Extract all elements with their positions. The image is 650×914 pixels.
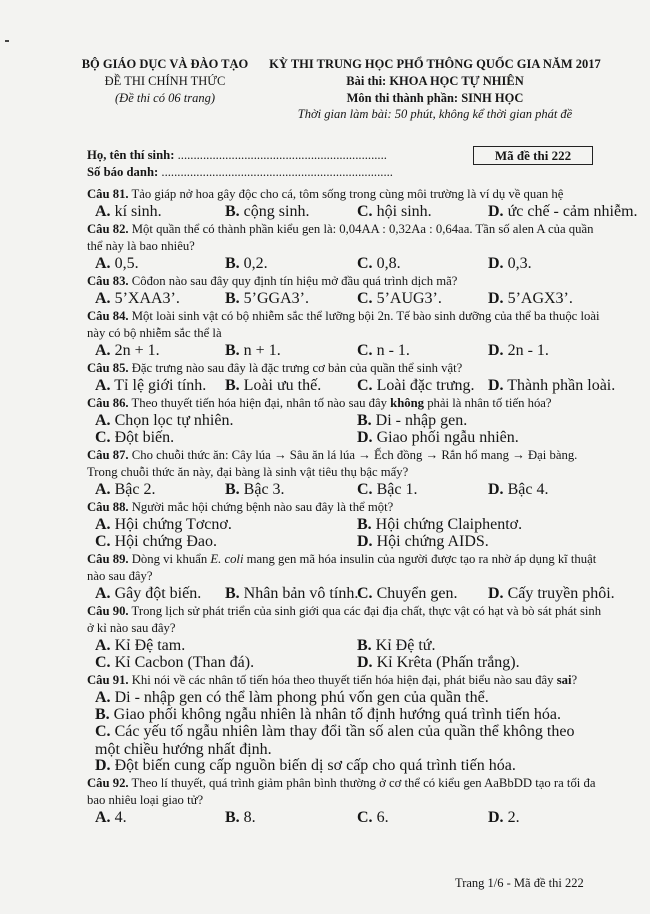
option-letter: B. [225, 585, 240, 602]
answer-option[interactable] [357, 533, 489, 551]
option-letter: B. [225, 203, 240, 220]
question-number: Câu 90. [87, 604, 129, 618]
option-letter: C. [357, 255, 373, 272]
option-letter: A. [95, 290, 111, 307]
answer-option[interactable] [357, 412, 467, 430]
option-text: 5’AUG3’. [372, 290, 442, 307]
option-text: Chuyển gen. [372, 585, 458, 602]
option-text: Bậc 1. [372, 481, 418, 498]
answer-option[interactable] [225, 481, 285, 499]
answer-option[interactable] [225, 377, 321, 395]
candidate-name-label: Họ, tên thí sinh: [87, 148, 175, 162]
candidate-name-dots: .................................................................. [177, 148, 387, 162]
candidate-id-dots: ......................................................................... [161, 165, 393, 179]
option-text: Các yếu tố ngẫu nhiên làm thay đổi tần số alen của quần thể không theo một chiều hướng nhất định. [95, 723, 575, 758]
option-letter: C. [357, 290, 373, 307]
answer-option[interactable] [488, 342, 549, 360]
pages-note: (Đề thi có 06 trang) [115, 91, 215, 105]
answer-option[interactable] [225, 290, 309, 308]
option-letter: C. [95, 654, 111, 671]
option-letter: A. [95, 637, 111, 654]
answer-option[interactable] [488, 809, 520, 827]
question-stem [87, 551, 602, 585]
option-text: 0,3. [503, 255, 532, 272]
question-number: Câu 84. [87, 309, 129, 323]
option-text: 5’AGX3’. [503, 290, 573, 307]
option-letter: C. [95, 533, 111, 550]
option-text: 2. [503, 809, 520, 826]
option-letter: C. [357, 342, 373, 359]
option-text: 5’XAA3’. [110, 290, 180, 307]
option-text: 0,2. [239, 255, 268, 272]
answer-option[interactable] [357, 654, 520, 672]
answer-option[interactable] [95, 203, 162, 221]
question-stem [87, 447, 602, 481]
question-number: Câu 85. [87, 361, 129, 375]
question-stem [87, 186, 602, 203]
option-letter: D. [357, 533, 373, 550]
option-text: Giao phối ngẫu nhiên. [372, 429, 519, 446]
component-line: Môn thi thành phần: SINH HỌC [346, 91, 524, 105]
answer-option[interactable] [357, 481, 417, 499]
answer-option[interactable] [357, 585, 457, 603]
question-number: Câu 83. [87, 274, 129, 288]
answer-option[interactable] [488, 377, 615, 395]
subject-line: Bài thi: KHOA HỌC TỰ NHIÊN [346, 74, 524, 88]
option-text: 0,5. [110, 255, 139, 272]
answer-option[interactable] [95, 723, 600, 759]
option-letter: D. [488, 342, 504, 359]
option-text: 2n - 1. [503, 342, 549, 359]
option-text: Kỉ Krêta (Phấn trắng). [372, 654, 520, 671]
option-text: Kỉ Đệ tứ. [371, 637, 436, 654]
answer-option[interactable] [357, 637, 435, 655]
option-letter: B. [225, 255, 240, 272]
option-letter: B. [225, 377, 240, 394]
option-letter: D. [488, 203, 504, 220]
option-letter: D. [488, 481, 504, 498]
option-letter: D. [488, 255, 504, 272]
option-letter: B. [225, 290, 240, 307]
answer-option[interactable] [225, 255, 268, 273]
option-letter: D. [488, 585, 504, 602]
question-text: Cho chuỗi thức ăn: Cây lúa → Sâu ăn lá lúa → Ếch đồng → Rắn hổ mang → Đại bàng. Trong chuỗi thức ăn này, đại bàng là sinh vật tiêu thụ bậc mấy? [87, 448, 578, 479]
option-text: n + 1. [239, 342, 281, 359]
answer-option[interactable] [95, 689, 600, 707]
answer-option[interactable] [357, 342, 410, 360]
answer-option[interactable] [225, 203, 309, 221]
answer-option[interactable] [357, 429, 519, 447]
question-number: Câu 87. [87, 448, 129, 462]
option-text: Chọn lọc tự nhiên. [110, 412, 234, 429]
option-text: 8. [239, 809, 256, 826]
question-text: Tảo giáp nở hoa gây độc cho cá, tôm sống trong cùng môi trường là ví dụ về quan hệ [128, 187, 564, 201]
option-letter: D. [357, 429, 373, 446]
option-letter: C. [95, 723, 111, 740]
answer-option[interactable] [95, 377, 206, 395]
question-stem [87, 672, 602, 689]
answer-option[interactable] [95, 757, 600, 775]
question-emphasis: sai [556, 673, 572, 687]
option-text: Bậc 4. [503, 481, 549, 498]
ministry-name: BỘ GIÁO DỤC VÀ ĐÀO TẠO [81, 57, 249, 71]
answer-option[interactable] [488, 290, 573, 308]
question-text: Trong lịch sử phát triển của sinh giới qua các đại địa chất, thực vật có hạt và bò sát phát sinh ở kỉ nào sau đây? [87, 604, 602, 635]
option-letter: B. [225, 342, 240, 359]
question-number: Câu 81. [87, 187, 129, 201]
question-text: Khi nói về các nhân tố tiến hóa theo thuyết tiến hóa hiện đại, phát biểu nào sau đây [128, 673, 557, 687]
scan-mark [5, 40, 9, 42]
question-number: Câu 91. [87, 673, 129, 687]
answer-option[interactable] [95, 654, 254, 672]
question-text: Theo thuyết tiến hóa hiện đại, nhân tố nào sau đây [128, 396, 391, 410]
option-text: 4. [110, 809, 127, 826]
question-number: Câu 86. [87, 396, 129, 410]
answer-option[interactable] [95, 255, 139, 273]
page-footer: Trang 1/6 - Mã đề thi 222 [455, 876, 584, 890]
option-text: Giao phối không ngẫu nhiên là nhân tố định hướng quá trình tiến hóa. [109, 706, 561, 723]
question-stem [87, 308, 602, 342]
answer-option[interactable] [357, 290, 442, 308]
option-letter: A. [95, 203, 111, 220]
answer-option[interactable] [95, 585, 201, 603]
option-letter: C. [357, 585, 373, 602]
option-letter: A. [95, 412, 111, 429]
exam-code-box: Mã đề thi 222 [473, 146, 593, 165]
answer-option[interactable] [225, 585, 358, 603]
option-text: 5’GGA3’. [239, 290, 309, 307]
answer-option[interactable] [225, 809, 256, 827]
option-text: Đột biến cung cấp nguồn biến dị sơ cấp cho quá trình tiến hóa. [110, 757, 516, 774]
option-letter: C. [357, 377, 373, 394]
option-text: Di - nhập gen có thể làm phong phú vốn gen của quần thể. [110, 689, 489, 706]
option-text: 2n + 1. [110, 342, 160, 359]
answer-option[interactable] [357, 516, 522, 534]
option-text: Cấy truyền phôi. [503, 585, 615, 602]
option-letter: A. [95, 255, 111, 272]
option-text: Bậc 2. [110, 481, 156, 498]
option-text: hội sinh. [372, 203, 432, 220]
answer-option[interactable] [225, 342, 281, 360]
question-species-name: E. coli [210, 552, 244, 566]
official-exam-label: ĐỀ THI CHÍNH THỨC [104, 74, 226, 88]
option-text: Hội chứng Tơcnơ. [110, 516, 232, 533]
option-text: 0,8. [372, 255, 401, 272]
time-line: Thời gian làm bài: 50 phút, không kể thời gian phát đề [297, 107, 573, 121]
option-letter: B. [357, 637, 372, 654]
option-text: Loài đặc trưng. [372, 377, 475, 394]
option-letter: A. [95, 377, 111, 394]
answer-option[interactable] [488, 481, 548, 499]
question-number: Câu 88. [87, 500, 129, 514]
question-text: Côđon nào sau đây quy định tín hiệu mở đầu quá trình dịch mã? [128, 274, 458, 288]
candidate-name-row [87, 148, 387, 163]
question-stem [87, 273, 602, 290]
answer-option[interactable] [95, 429, 174, 447]
option-text: Hội chứng Claiphentơ. [371, 516, 523, 533]
option-letter: C. [357, 481, 373, 498]
option-text: Kỉ Cacbon (Than đá). [110, 654, 255, 671]
option-letter: C. [95, 429, 111, 446]
option-text: Gây đột biến. [110, 585, 202, 602]
answer-option[interactable] [95, 342, 160, 360]
answer-option[interactable] [357, 377, 475, 395]
option-text: Thành phần loài. [503, 377, 616, 394]
option-letter: D. [488, 377, 504, 394]
question-text: Theo lí thuyết, quá trình giảm phân bình thường ở cơ thể có kiểu gen AaBbDD tạo ra tối đa bao nhiêu loại giao tử? [87, 776, 596, 807]
option-text: n - 1. [372, 342, 410, 359]
question-text: Dòng vi khuẩn [128, 552, 211, 566]
option-letter: B. [357, 412, 372, 429]
question-text: ? [571, 673, 578, 687]
question-text: Một loài sinh vật có bộ nhiễm sắc thể lưỡng bội 2n. Tế bào sinh dưỡng của thể ba thuộc loài này có bộ nhiễm sắc thể là [87, 309, 600, 340]
option-letter: A. [95, 481, 111, 498]
option-text: Hội chứng AIDS. [372, 533, 489, 550]
option-text: Di - nhập gen. [371, 412, 468, 429]
question-stem [87, 499, 602, 516]
option-letter: A. [95, 809, 111, 826]
question-text: phải là nhân tố tiến hóa? [424, 396, 552, 410]
candidate-id-label: Số báo danh: [87, 165, 159, 179]
option-text: Nhân bản vô tính. [239, 585, 359, 602]
option-letter: A. [95, 516, 111, 533]
question-number: Câu 92. [87, 776, 129, 790]
question-stem [87, 395, 602, 412]
option-letter: D. [488, 809, 504, 826]
answer-option[interactable] [95, 706, 600, 724]
option-text: Loài ưu thế. [239, 377, 322, 394]
option-text: Bậc 3. [239, 481, 285, 498]
question-stem [87, 603, 602, 637]
option-text: 6. [372, 809, 389, 826]
option-letter: C. [357, 809, 373, 826]
answer-option[interactable] [357, 203, 432, 221]
answer-option[interactable] [488, 585, 615, 603]
answer-option[interactable] [95, 533, 217, 551]
exam-title: KỲ THI TRUNG HỌC PHỔ THÔNG QUỐC GIA NĂM 2017 [269, 57, 601, 71]
option-letter: D. [357, 654, 373, 671]
option-text: Kỉ Đệ tam. [110, 637, 186, 654]
candidate-id-row [87, 165, 393, 180]
question-number: Câu 82. [87, 222, 129, 236]
answer-option[interactable] [95, 637, 185, 655]
question-text: mang gen mã hóa insulin của người được tạo ra nhờ áp dụng kĩ thuật nào sau đây? [87, 552, 597, 583]
option-letter: B. [95, 706, 110, 723]
option-letter: A. [95, 689, 111, 706]
option-letter: A. [95, 342, 111, 359]
option-text: kí sinh. [110, 203, 162, 220]
answer-option[interactable] [95, 290, 180, 308]
option-letter: A. [95, 585, 111, 602]
answer-option[interactable] [357, 809, 389, 827]
answer-option[interactable] [95, 481, 155, 499]
question-stem [87, 360, 602, 377]
option-letter: D. [488, 290, 504, 307]
answer-option[interactable] [488, 203, 638, 221]
option-letter: B. [225, 481, 240, 498]
question-text: Một quần thể có thành phần kiểu gen là: 0,04AA : 0,32Aa : 0,64aa. Tần số alen A của quần thể này là bao nhiêu? [87, 222, 594, 253]
question-stem [87, 775, 602, 809]
question-emphasis: không [390, 396, 425, 410]
option-text: ức chế - cảm nhiễm. [503, 203, 638, 220]
answer-option[interactable] [357, 255, 401, 273]
answer-option[interactable] [95, 809, 127, 827]
answer-option[interactable] [95, 412, 233, 430]
question-text: Người mắc hội chứng bệnh nào sau đây là thể một? [128, 500, 394, 514]
answer-option[interactable] [488, 255, 532, 273]
question-stem [87, 221, 602, 255]
option-text: Tỉ lệ giới tính. [110, 377, 207, 394]
answer-option[interactable] [95, 516, 232, 534]
option-letter: D. [95, 757, 111, 774]
question-number: Câu 89. [87, 552, 129, 566]
question-text: Đặc trưng nào sau đây là đặc trưng cơ bản của quần thể sinh vật? [128, 361, 463, 375]
option-text: cộng sinh. [239, 203, 310, 220]
option-letter: B. [225, 809, 240, 826]
option-text: Đột biến. [110, 429, 175, 446]
option-letter: C. [357, 203, 373, 220]
option-text: Hội chứng Đao. [110, 533, 217, 550]
option-letter: B. [357, 516, 372, 533]
